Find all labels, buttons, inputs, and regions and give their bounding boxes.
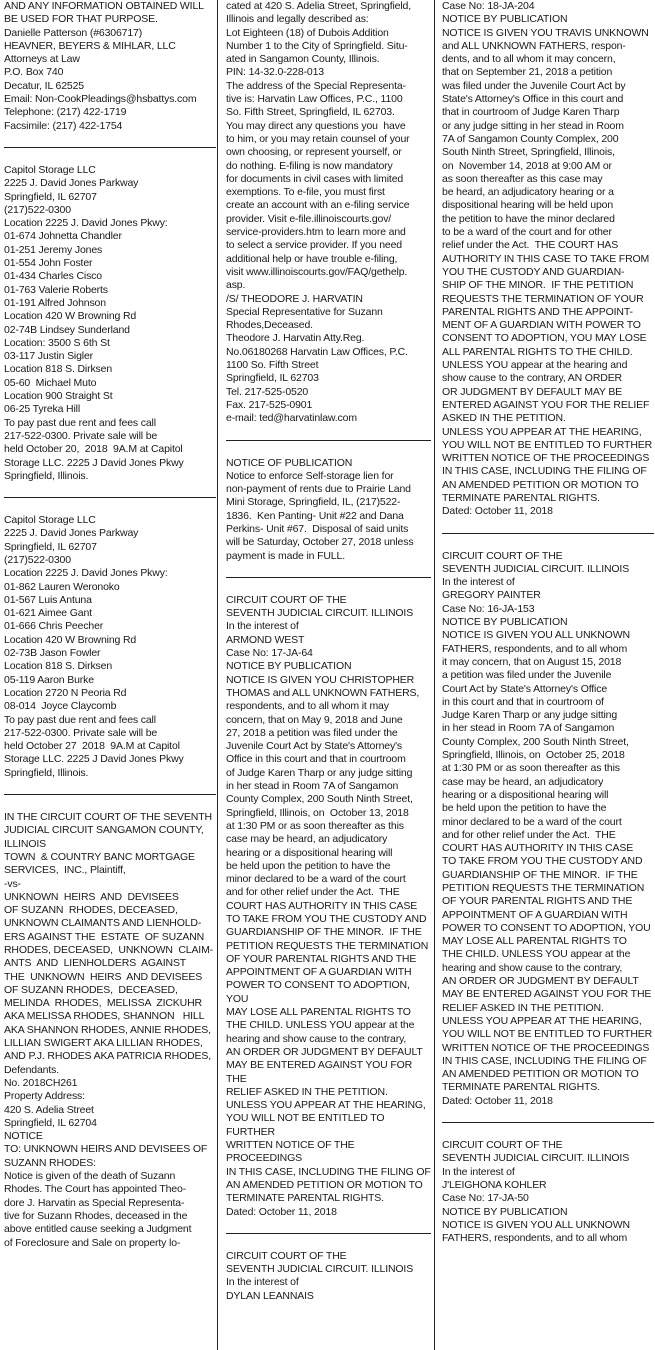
notice-line: UNKNOWN HEIRS AND DEVISEES	[4, 890, 179, 903]
notice-line: 420 S. Adelia Street	[4, 1103, 94, 1116]
notice-line: 05-60 Michael Muto	[4, 376, 97, 389]
notice-line: CIRCUIT COURT OF THE	[442, 1139, 563, 1152]
notice-line: Case No: 17-JA-64	[226, 647, 313, 660]
notice-line: and ALL UNKNOWN FATHERS, respon-	[442, 39, 626, 52]
legal-notice	[4, 164, 216, 483]
notice-line: UNLESS YOU APPEAR AT THE HEARING,	[442, 1014, 642, 1027]
notice-line: Judge Karen Tharp or any judge sitting	[442, 709, 618, 722]
notice-line: MENT OF A GUARDIAN WITH POWER TO	[442, 319, 641, 332]
notice-line: hearing or a dispositional hearing will	[442, 788, 609, 801]
notice-line: THE CHILD. UNLESS YOU appear at the	[442, 948, 631, 961]
notice-line: P.O. Box 740	[4, 66, 64, 79]
notice-line: No. 2018CH261	[4, 1076, 78, 1089]
notice-line: APPOINTMENT OF A GUARDIAN WITH	[442, 908, 628, 921]
notice-line: The address of the Special Representa-	[226, 79, 406, 92]
notice-line: RELIEF ASKED IN THE PETITION.	[226, 1085, 388, 1098]
notice-line: NOTICE BY PUBLICATION	[226, 660, 352, 673]
notice-line: COURT HAS AUTHORITY IN THIS CASE	[226, 899, 418, 912]
notice-separator	[226, 577, 431, 578]
notice-line: UNKNOWN CLAIMANTS AND LIENHOLD-	[4, 917, 202, 930]
notice-line: COURT HAS AUTHORITY IN THIS CASE	[442, 842, 634, 855]
notice-line: PETITION REQUESTS THE TERMINATION	[442, 882, 645, 894]
notice-line: Storage LLC. 2225 J David Jones Pkwy	[4, 456, 184, 469]
notice-line: 2225 J. David Jones Parkway	[4, 177, 139, 190]
notice-line: dents, and to all whom it may concern,	[442, 53, 616, 66]
notice-line: Attorneys at Law	[4, 53, 80, 66]
column-1	[4, 0, 216, 1350]
notice-line: 01-567 Luis Antuna	[4, 593, 92, 606]
notice-line: in this court and that in courtroom of	[442, 695, 604, 708]
notice-line: THE CHILD. UNLESS YOU appear at the	[226, 1019, 415, 1032]
notice-line: show cause to the contrary, AN ORDER	[442, 372, 622, 385]
notice-line: To pay past due rent and fees call	[4, 416, 156, 429]
notice-line: 01-666 Chris Peecher	[4, 620, 104, 633]
notice-line: Defendants.	[4, 1063, 59, 1076]
notice-line: IN THIS CASE, INCLUDING THE FILING OF	[226, 1165, 431, 1178]
notice-line: PIN: 14-32.0-228-013	[226, 66, 324, 79]
notice-line: 7A of Sangamon County Complex, 200	[442, 132, 619, 145]
notice-line: 08-014 Joyce Claycomb	[4, 700, 117, 713]
notice-line: RELIEF ASKED IN THE PETITION.	[442, 1001, 604, 1014]
notice-line: MAY LOSE ALL PARENTAL RIGHTS TO	[442, 935, 627, 948]
notice-line: TO TAKE FROM YOU THE CUSTODY AND	[226, 913, 427, 925]
notice-line: Office in this court and that in courtroom	[226, 753, 406, 766]
notice-line: 217-522-0300. Private sale will be	[4, 726, 158, 739]
column-2	[226, 0, 431, 1350]
notice-line: JUDICIAL CIRCUIT SANGAMON COUNTY,	[4, 824, 204, 837]
notice-line: Location 900 Straight St	[4, 390, 113, 403]
notice-line: Springfield, IL 62707	[4, 540, 97, 553]
notice-line: NOTICE IS GIVEN YOU ALL UNKNOWN	[442, 1218, 630, 1231]
notice-line: YOU THE CUSTODY AND GUARDIAN-	[442, 265, 625, 278]
notice-line: that on September 21, 2018 a petition	[442, 66, 613, 79]
notice-line: 01-763 Valerie Roberts	[4, 283, 108, 296]
notice-line: be held upon the petition to have the	[442, 802, 607, 815]
notice-line: SERVICES, INC., Plaintiff,	[4, 864, 126, 877]
notice-separator	[442, 1122, 654, 1123]
notice-line: held October 27 2018 9A.M at Capitol	[4, 740, 180, 753]
notice-line: Location 2720 N Peoria Rd	[4, 686, 127, 699]
notice-line: MAY BE ENTERED AGAINST YOU FOR THE	[442, 988, 652, 1001]
notice-line: and for other relief under the Act. THE	[226, 886, 400, 899]
notice-line: WRITTEN NOTICE OF THE PROCEEDINGS	[442, 452, 650, 465]
notice-line: 1100 So. Fifth Street	[226, 359, 319, 372]
notice-line: Fax. 217-525-0901	[226, 398, 313, 411]
notice-line: SEVENTH JUDICIAL CIRCUIT. ILLINOIS	[442, 1152, 630, 1165]
notice-line: NOTICE BY PUBLICATION	[442, 616, 568, 629]
notice-line: hearing and show cause to the contrary,	[226, 1032, 407, 1045]
notice-line: Facsimile: (217) 422-1754	[4, 119, 123, 132]
notice-line: SEVENTH JUDICIAL CIRCUIT. ILLINOIS	[442, 562, 630, 575]
notice-line: 01-862 Lauren Weronoko	[4, 580, 120, 593]
notice-line: 01-251 Jeremy Jones	[4, 243, 103, 256]
notice-line: hearing or a dispositional hearing will	[226, 846, 393, 859]
notice-line: FATHERS, respondents, and to all whom	[442, 1232, 628, 1245]
notice-line: exemptions. To e-file, you must first	[226, 186, 385, 199]
column-divider	[434, 0, 435, 1350]
notice-line: POWER TO CONSENT TO ADOPTION, YOU	[226, 979, 413, 1005]
notice-line: J'LEIGHONA KOHLER	[442, 1178, 547, 1191]
notice-line: THOMAS and ALL UNKNOWN FATHERS,	[226, 686, 420, 699]
notice-line: be held upon the petition to have the	[226, 859, 391, 872]
notice-line: Tel. 217-525-0520	[226, 385, 309, 398]
notice-line: AN AMENDED PETITION OR MOTION TO	[442, 478, 639, 491]
notice-line: ASKED IN THE PETITION.	[442, 412, 566, 425]
notice-line: Number 1 to the City of Springfield. Situ-	[226, 39, 408, 52]
notice-line: TERMINATE PARENTAL RIGHTS.	[442, 491, 600, 504]
notice-line: minor declared to be a ward of the court	[226, 873, 406, 886]
notice-line: AKA SHANNON RHODES, ANNIE RHODES,	[4, 1023, 211, 1036]
notice-line: OF YOUR PARENTAL RIGHTS AND THE	[442, 895, 633, 908]
notice-line: 02-73B Jason Fowler	[4, 647, 101, 660]
notice-separator	[442, 533, 654, 534]
notice-line: Theodore J. Harvatin Atty.Reg.	[226, 332, 365, 345]
column-3	[442, 0, 654, 1350]
notice-line: OF SUZANN RHODES, DECEASED,	[4, 983, 178, 996]
notice-line: No.06180268 Harvatin Law Offices, P.C.	[226, 345, 408, 358]
notice-line: 01-434 Charles Cisco	[4, 270, 102, 283]
notice-line: CIRCUIT COURT OF THE	[442, 549, 563, 562]
notice-separator	[226, 1233, 431, 1234]
notice-line: AND ANY INFORMATION OBTAINED WILL	[4, 0, 204, 12]
notice-line: Property Address:	[4, 1090, 85, 1103]
notice-separator	[4, 794, 216, 795]
notice-line: AUTHORITY IN THIS CASE TO TAKE FROM	[442, 252, 650, 265]
notice-line: NOTICE BY PUBLICATION	[442, 1205, 568, 1218]
notice-line: Location: 3500 S 6th St	[4, 336, 110, 349]
notice-line: WRITTEN NOTICE OF THE PROCEEDINGS	[226, 1139, 358, 1165]
notice-line: /S/ THEODORE J. HARVATIN	[226, 292, 363, 305]
notice-line: PETITION REQUESTS THE TERMINATION	[226, 939, 429, 952]
notice-line: ARMOND WEST	[226, 633, 305, 646]
notice-line: HEAVNER, BEYERS & MIHLAR, LLC	[4, 39, 176, 52]
notice-line: dore J. Harvatin as Special Representa-	[4, 1196, 185, 1209]
notice-line: to him, or you may retain counsel of your	[226, 132, 410, 145]
notice-line: ILLINOIS	[4, 837, 46, 850]
notice-line: FATHERS, respondents, and to all whom	[442, 642, 628, 655]
notice-line: (217)522-0300	[4, 203, 71, 216]
notice-line: South Ninth Street, Springfield, Illinois,	[442, 146, 615, 159]
notice-line: TO TAKE FROM YOU THE CUSTODY AND	[442, 855, 643, 868]
notice-line: In the interest of	[442, 1165, 515, 1178]
notice-line: AN AMENDED PETITION OR MOTION TO	[442, 1068, 639, 1081]
notice-line: Dated: October 11, 2018	[226, 1205, 337, 1218]
notice-line: TOWN & COUNTRY BANC MORTGAGE	[4, 850, 195, 863]
notice-line: non-payment of rents due to Prairie Land	[226, 483, 411, 496]
notice-line: was filed under the Juvenile Court Act by	[442, 79, 626, 92]
notice-line: Springfield, Illinois.	[4, 469, 89, 482]
notice-line: to be a ward of the court and for other	[442, 226, 612, 239]
notice-line: -vs-	[4, 877, 21, 890]
notice-line: to select a service provider. If you need	[226, 239, 402, 252]
notice-line: Notice to enforce Self-storage lien for	[226, 469, 394, 482]
legal-notice	[226, 594, 431, 1219]
notice-line: Dated: October 11, 2018	[442, 505, 553, 518]
notice-line: and for other relief under the Act. THE	[442, 828, 616, 841]
notice-line: UNLESS YOU APPEAR AT THE HEARING,	[442, 425, 642, 438]
notice-line: OF YOUR PARENTAL RIGHTS AND THE	[226, 952, 417, 965]
notice-line: SEVENTH JUDICIAL CIRCUIT. ILLINOIS	[226, 607, 414, 620]
notice-line: AN ORDER OR JUDGMENT BY DEFAULT	[226, 1045, 423, 1058]
notice-line: Springfield, Illinois, on October 25, 2018	[442, 749, 625, 762]
notice-line: MAY LOSE ALL PARENTAL RIGHTS TO	[226, 1006, 411, 1019]
notice-line: CIRCUIT COURT OF THE	[226, 593, 347, 606]
notice-line: Case No: 17-JA-50	[442, 1192, 529, 1205]
notice-line: Mini Storage, Springfield, IL, (217)522-	[226, 496, 401, 509]
notice-line: of Foreclosure and Sale on property lo-	[4, 1236, 181, 1249]
notice-line: concern, that on May 9, 2018 and June	[226, 713, 403, 726]
notice-line: asp.	[226, 279, 246, 292]
notice-line: LILLIAN SWIGERT AKA LILLIAN RHODES,	[4, 1037, 203, 1050]
notice-line: payment is made in FULL.	[226, 549, 345, 562]
legal-notice	[442, 550, 654, 1108]
notice-line: SUZANN RHODES:	[4, 1156, 96, 1169]
notice-line: So. Fifth Street, Springfield, IL 62703.	[226, 106, 395, 119]
notice-line: Perkins- Unit #67. Disposal of said units	[226, 522, 409, 535]
notice-line: IN THIS CASE, INCLUDING THE FILING OF	[442, 1054, 647, 1067]
notice-line: above entitled cause seeking a Judgment	[4, 1223, 192, 1236]
notice-line: GREGORY PAINTER	[442, 589, 541, 602]
notice-line: TERMINATE PARENTAL RIGHTS.	[442, 1081, 600, 1094]
notice-line: MELINDA RHODES, MELISSA ZICKUHR	[4, 997, 202, 1010]
notice-line: Decatur, IL 62525	[4, 79, 84, 92]
notice-line: a petition was filed under the Juvenile	[442, 669, 612, 682]
notice-line: cated at 420 S. Adelia Street, Springfield,	[226, 0, 412, 12]
notice-line: DYLAN LEANNAIS	[226, 1289, 314, 1302]
notice-line: Rhodes. The Court has appointed Theo-	[4, 1183, 187, 1196]
notice-line: Court Act by State's Attorney's Office	[442, 682, 608, 695]
notice-line: Location 2225 J. David Jones Pkwy:	[4, 567, 168, 580]
notice-line: e-mail: ted@harvatinlaw.com	[226, 412, 357, 425]
notice-line: held October 20, 2018 9A.M at Capitol	[4, 443, 183, 456]
notice-line: visit www.illinoiscourts.gov/FAQ/gethelp.	[226, 265, 408, 278]
notice-line: dispositional hearing will be held upon	[442, 199, 614, 212]
notice-line: 05-119 Aaron Burke	[4, 673, 94, 686]
legal-notice	[226, 0, 431, 426]
notice-line: Dated: October 11, 2018	[442, 1094, 553, 1107]
notice-line: in her stead in Room 7A of Sangamon	[226, 780, 399, 793]
legal-notice	[4, 0, 216, 133]
notice-line: of Judge Karen Tharp or any judge sitting	[226, 766, 413, 779]
notice-line: relief under the Act. THE COURT HAS	[442, 239, 619, 252]
notice-line: Capitol Storage LLC	[4, 163, 96, 176]
notice-line: Special Representative for Suzann	[226, 305, 383, 318]
notice-line: 01-554 John Foster	[4, 257, 93, 270]
notice-line: (217)522-0300	[4, 553, 71, 566]
notice-line: 02-74B Lindsey Sunderland	[4, 323, 130, 336]
notice-line: create an account with an e-filing service	[226, 199, 410, 212]
notice-line: 01-674 Johnetta Chandler	[4, 230, 122, 243]
notice-line: Springfield, IL 62703	[226, 372, 319, 385]
notice-line: Location 420 W Browning Rd	[4, 633, 137, 646]
notice-line: NOTICE IS GIVEN YOU CHRISTOPHER	[226, 673, 415, 686]
notice-line: that in courtroom of Judge Karen Tharp	[442, 106, 620, 119]
notice-line: 2225 J. David Jones Parkway	[4, 527, 139, 540]
notice-line: ALL PARENTAL RIGHTS TO THE CHILD.	[442, 345, 633, 358]
legal-notice	[226, 1250, 431, 1303]
notice-line: at 1:30 PM or as soon thereafter as this	[442, 762, 620, 775]
notice-line: Location 818 S. Dirksen	[4, 660, 113, 673]
notice-line: TO: UNKNOWN HEIRS AND DEVISEES OF	[4, 1143, 208, 1156]
notice-line: To pay past due rent and fees call	[4, 713, 156, 726]
notice-line: YOU WILL NOT BE ENTITLED TO FURTHER	[442, 438, 653, 451]
notice-line: minor declared to be a ward of the court	[442, 815, 622, 828]
notice-line: In the interest of	[226, 620, 299, 633]
notice-line: ated in Sangamon County, Illinois.	[226, 53, 380, 66]
notice-line: 217-522-0300. Private sale will be	[4, 429, 158, 442]
notice-line: service-providers.htm to learn more and	[226, 226, 406, 239]
notice-line: for documents in civil cases with limited	[226, 172, 404, 185]
notice-line: at 1:30 PM or as soon thereafter as this	[226, 819, 404, 832]
notice-line: respondents, and to all whom it may	[226, 700, 389, 713]
notice-line: You may direct any questions you have	[226, 119, 406, 132]
notice-line: NOTICE OF PUBLICATION	[226, 456, 353, 469]
notice-line: UNLESS YOU APPEAR AT THE HEARING,	[226, 1099, 426, 1112]
notice-line: Telephone: (217) 422-1719	[4, 106, 127, 119]
legal-notice	[442, 1139, 654, 1245]
notice-line: NOTICE BY PUBLICATION	[442, 13, 568, 26]
notice-line: NOTICE IS GIVEN YOU ALL UNKNOWN	[442, 629, 630, 642]
notice-line: hearing and show cause to the contrary,	[442, 961, 623, 974]
notice-line: AKA MELISSA RHODES, SHANNON HILL	[4, 1010, 205, 1023]
notice-line: UNLESS YOU appear at the hearing and	[442, 359, 628, 372]
notice-line: Email: Non-CookPleadings@hsbattys.com	[4, 93, 197, 106]
notice-separator	[4, 497, 216, 498]
notice-line: Location 420 W Browning Rd	[4, 310, 137, 323]
notice-line: Rhodes,Deceased.	[226, 319, 313, 332]
notice-line: RHODES, DECEASED, UNKNOWN CLAIM-	[4, 944, 214, 956]
notice-line: ERS AGAINST THE ESTATE OF SUZANN	[4, 930, 205, 943]
notice-line: Springfield, IL 62707	[4, 190, 97, 203]
notice-line: be heard, an adjudicatory hearing or a	[442, 186, 614, 199]
notice-line: Springfield, Illinois.	[4, 766, 89, 779]
notice-line: IN THE CIRCUIT COURT OF THE SEVENTH	[4, 811, 212, 824]
legal-notice	[226, 457, 431, 563]
notice-line: Juvenile Court Act by State's Attorney's	[226, 740, 403, 753]
notice-line: 27, 2018 a petition was filed under the	[226, 726, 398, 739]
notice-line: 01-191 Alfred Johnson	[4, 296, 106, 309]
notice-line: REQUESTS THE TERMINATION OF YOUR	[442, 292, 644, 305]
notice-line: tive is: Harvatin Law Offices, P.C., 1100	[226, 93, 403, 106]
notice-line: CONSENT TO ADOPTION, YOU MAY LOSE	[442, 332, 647, 345]
notice-line: Capitol Storage LLC	[4, 514, 96, 527]
notice-line: case may be heard, an adjudicatory	[226, 833, 388, 846]
notice-line: in her stead in Room 7A of Sangamon	[442, 722, 615, 735]
notice-line: Case No: 18-JA-204	[442, 0, 535, 12]
notice-line: AND P.J. RHODES AKA PATRICIA RHODES,	[4, 1050, 211, 1063]
legal-notice	[4, 811, 216, 1250]
notice-separator	[4, 147, 216, 148]
notice-line: AN ORDER OR JUDGMENT BY DEFAULT	[442, 975, 639, 988]
notice-line: Location 2225 J. David Jones Pkwy:	[4, 217, 168, 230]
notice-line: tive for Suzann Rhodes, deceased in the	[4, 1209, 188, 1222]
notice-line: provider. Visit e-file.illinoiscourts.gov/	[226, 212, 392, 225]
notice-line: MAY BE ENTERED AGAINST YOU FOR THE	[226, 1059, 415, 1085]
notice-line: case may be heard, an adjudicatory	[442, 775, 604, 788]
notice-line: Danielle Patterson (#6306717)	[4, 26, 143, 39]
notice-line: Lot Eighteen (18) of Dubois Addition	[226, 26, 389, 39]
notice-line: CIRCUIT COURT OF THE	[226, 1249, 347, 1262]
notice-line: will be Saturday, October 27, 2018 unless	[226, 536, 414, 549]
notice-line: OF SUZANN RHODES, DECEASED,	[4, 904, 178, 917]
notice-line: NOTICE	[4, 1130, 43, 1143]
notice-line: YOU WILL NOT BE ENTITLED TO FURTHER	[226, 1112, 388, 1138]
notice-line: or any judge sitting in her stead in Room	[442, 119, 624, 132]
notice-line: Location 818 S. Dirksen	[4, 363, 113, 376]
notice-line: In the interest of	[226, 1276, 299, 1289]
notice-line: YOU WILL NOT BE ENTITLED TO FURTHER	[442, 1028, 653, 1041]
notice-line: SHIP OF THE MINOR. IF THE PETITION	[442, 279, 634, 292]
notice-line: 03-117 Justin Sigler	[4, 350, 94, 363]
notice-line: SEVENTH JUDICIAL CIRCUIT. ILLINOIS	[226, 1263, 414, 1276]
notice-line: ENTERED AGAINST YOU FOR THE RELIEF	[442, 398, 650, 411]
notice-line: WRITTEN NOTICE OF THE PROCEEDINGS	[442, 1041, 650, 1054]
notice-line: GUARDIANSHIP OF THE MINOR. IF THE	[226, 926, 422, 939]
notice-line: do nothing. E-filing is now mandatory	[226, 159, 393, 172]
notice-line: PARENTAL RIGHTS AND THE APPOINT-	[442, 305, 633, 318]
legal-notice	[442, 0, 654, 519]
notice-line: Springfield, IL 62704	[4, 1116, 97, 1129]
notice-line: POWER TO CONSENT TO ADOPTION, YOU	[442, 921, 651, 934]
notice-line: 1836. Ken Panting- Unit #22 and Dana	[226, 509, 404, 522]
notice-line: ANTS AND LIENHOLDERS AGAINST	[4, 957, 187, 970]
notice-line: as soon thereafter as this case may	[442, 172, 603, 185]
notice-line: BE USED FOR THAT PURPOSE.	[4, 13, 158, 26]
notice-line: 01-621 Aimee Gant	[4, 607, 92, 620]
column-divider	[217, 0, 218, 1350]
notice-line: the petition to have the minor declared	[442, 212, 615, 225]
legal-notice	[4, 514, 216, 780]
notice-line: State's Attorney's Office in this court and	[442, 93, 624, 106]
notice-line: Case No: 16-JA-153	[442, 602, 535, 615]
notice-line: County Complex, 200 South Ninth Street,	[442, 735, 629, 748]
notice-line: Illinois and legally described as:	[226, 13, 369, 26]
notice-line: OR JUDGMENT BY DEFAULT MAY BE	[442, 385, 623, 398]
notice-separator	[226, 440, 431, 441]
notice-line: Springfield, Illinois, on October 13, 2018	[226, 806, 409, 819]
notice-line: TERMINATE PARENTAL RIGHTS.	[226, 1192, 384, 1205]
notice-line: Storage LLC. 2225 J David Jones Pkwy	[4, 753, 184, 766]
notice-line: own choosing, or represent yourself, or	[226, 146, 402, 159]
notice-line: In the interest of	[442, 576, 515, 589]
notice-line: 06-25 Tyreka Hill	[4, 403, 81, 416]
notice-line: IN THIS CASE, INCLUDING THE FILING OF	[442, 465, 647, 478]
notice-line: AN AMENDED PETITION OR MOTION TO	[226, 1178, 423, 1191]
notice-line: GUARDIANSHIP OF THE MINOR. IF THE	[442, 868, 638, 881]
notice-line: APPOINTMENT OF A GUARDIAN WITH	[226, 966, 412, 979]
notice-line: additional help or have trouble e-filing,	[226, 252, 398, 265]
notice-line: on November 14, 2018 at 9:00 AM or	[442, 159, 612, 172]
notice-line: County Complex, 200 South Ninth Street,	[226, 793, 413, 806]
notice-line: it may concern, that on August 15, 2018	[442, 655, 622, 668]
notice-line: THE UNKNOWN HEIRS AND DEVISEES	[4, 970, 203, 983]
notice-line: NOTICE IS GIVEN YOU TRAVIS UNKNOWN	[442, 26, 649, 39]
notice-line: Notice is given of the death of Suzann	[4, 1170, 176, 1183]
